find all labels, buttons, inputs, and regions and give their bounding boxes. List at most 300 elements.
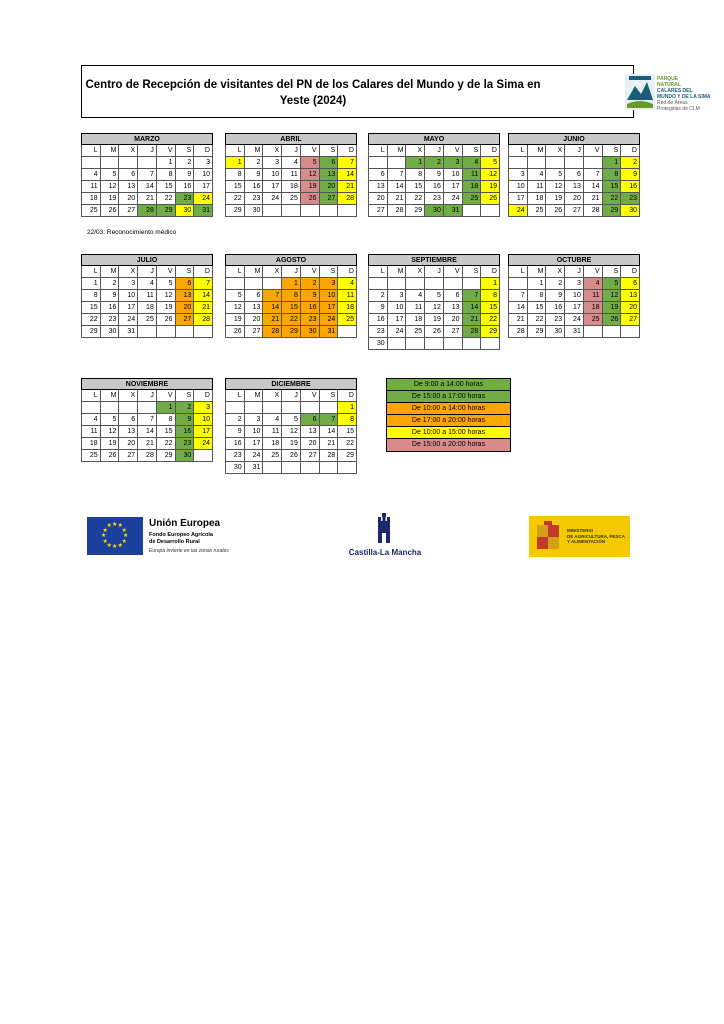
day-cell: 11 <box>584 290 603 302</box>
empty-cell <box>425 278 444 290</box>
empty-cell <box>82 157 101 169</box>
day-cell: 29 <box>481 326 500 338</box>
weekday-header: V <box>301 266 320 278</box>
weekday-header: X <box>546 266 565 278</box>
day-cell: 30 <box>369 338 388 350</box>
day-cell: 21 <box>194 302 213 314</box>
day-cell: 20 <box>320 181 339 193</box>
day-cell: 31 <box>245 462 264 474</box>
day-grid <box>508 145 640 217</box>
weekday-header: D <box>338 266 357 278</box>
logo-line3: CALARES DEL <box>657 88 693 94</box>
day-cell: 18 <box>82 193 101 205</box>
day-cell: 15 <box>157 181 176 193</box>
day-cell: 26 <box>282 450 301 462</box>
day-cell: 19 <box>301 181 320 193</box>
day-cell: 10 <box>320 290 339 302</box>
day-cell: 17 <box>509 193 528 205</box>
empty-cell <box>138 326 157 338</box>
weekday-header: D <box>481 145 500 157</box>
month-marzo <box>81 133 213 217</box>
weekday-header: L <box>226 266 245 278</box>
day-cell: 24 <box>245 450 264 462</box>
ministry-line2: DE AGRICULTURA, PESCA <box>567 533 626 539</box>
eu-flag-icon <box>87 517 143 555</box>
day-cell: 5 <box>157 278 176 290</box>
day-cell: 9 <box>546 290 565 302</box>
empty-cell <box>621 326 640 338</box>
day-cell: 25 <box>338 314 357 326</box>
empty-cell <box>301 205 320 217</box>
weekday-header: V <box>444 145 463 157</box>
clm-name: Castilla-La Mancha <box>348 548 422 557</box>
empty-cell <box>282 462 301 474</box>
day-cell: 21 <box>320 438 339 450</box>
day-cell: 6 <box>245 290 264 302</box>
day-cell: 13 <box>119 181 138 193</box>
day-cell: 28 <box>338 193 357 205</box>
day-cell: 7 <box>194 278 213 290</box>
day-cell: 27 <box>621 314 640 326</box>
day-cell: 23 <box>176 438 195 450</box>
day-cell: 14 <box>194 290 213 302</box>
day-cell: 1 <box>528 278 547 290</box>
day-cell: 6 <box>565 169 584 181</box>
day-cell: 11 <box>463 169 482 181</box>
empty-cell <box>138 157 157 169</box>
empty-cell <box>226 278 245 290</box>
day-cell: 31 <box>119 326 138 338</box>
logo-line4: MUNDO Y DE LA SIMA <box>657 94 711 100</box>
star-icon: ★ <box>102 527 108 534</box>
day-cell: 29 <box>603 205 622 217</box>
star-icon: ★ <box>121 538 127 545</box>
day-cell: 16 <box>369 314 388 326</box>
weekday-header: S <box>603 145 622 157</box>
day-cell: 3 <box>245 414 264 426</box>
star-icon: ★ <box>106 523 112 530</box>
day-cell: 11 <box>528 181 547 193</box>
day-cell: 16 <box>425 181 444 193</box>
day-cell: 18 <box>263 438 282 450</box>
weekday-header: D <box>338 390 357 402</box>
day-cell: 6 <box>301 414 320 426</box>
day-cell: 3 <box>194 157 213 169</box>
day-cell: 10 <box>444 169 463 181</box>
weekday-header: L <box>226 145 245 157</box>
day-cell: 2 <box>546 278 565 290</box>
month-title: MAYO <box>368 133 500 145</box>
empty-cell <box>138 402 157 414</box>
weekday-header: X <box>546 145 565 157</box>
empty-cell <box>481 205 500 217</box>
day-cell: 12 <box>157 290 176 302</box>
day-cell: 20 <box>245 314 264 326</box>
weekday-header: S <box>320 145 339 157</box>
day-cell: 15 <box>157 426 176 438</box>
legend-item: De 17:00 a 20:00 horas <box>387 415 510 427</box>
day-cell: 11 <box>82 426 101 438</box>
day-cell: 6 <box>369 169 388 181</box>
weekday-header: X <box>263 390 282 402</box>
day-cell: 29 <box>338 450 357 462</box>
day-cell: 17 <box>119 302 138 314</box>
weekday-header: X <box>119 266 138 278</box>
month-abril <box>225 133 357 217</box>
day-cell: 7 <box>320 414 339 426</box>
day-cell: 9 <box>245 169 264 181</box>
day-cell: 14 <box>138 426 157 438</box>
weekday-header: S <box>603 266 622 278</box>
empty-cell <box>320 205 339 217</box>
day-cell: 2 <box>226 414 245 426</box>
day-grid <box>508 266 640 338</box>
day-cell: 29 <box>157 205 176 217</box>
day-cell: 4 <box>282 157 301 169</box>
empty-cell <box>320 462 339 474</box>
day-cell: 16 <box>621 181 640 193</box>
day-cell: 16 <box>226 438 245 450</box>
day-cell: 15 <box>603 181 622 193</box>
day-cell: 8 <box>528 290 547 302</box>
weekday-header: M <box>101 390 120 402</box>
day-cell: 19 <box>101 438 120 450</box>
empty-cell <box>463 205 482 217</box>
day-cell: 16 <box>546 302 565 314</box>
day-cell: 12 <box>226 302 245 314</box>
day-cell: 16 <box>176 426 195 438</box>
weekday-header: S <box>320 390 339 402</box>
day-cell: 8 <box>282 290 301 302</box>
day-cell: 26 <box>157 314 176 326</box>
star-icon: ★ <box>121 527 127 534</box>
day-cell: 14 <box>584 181 603 193</box>
day-cell: 6 <box>119 169 138 181</box>
day-cell: 30 <box>621 205 640 217</box>
empty-cell <box>301 402 320 414</box>
medical-note: 22/03: Reconocimiento médico <box>87 229 177 236</box>
day-cell: 17 <box>320 302 339 314</box>
day-cell: 22 <box>82 314 101 326</box>
day-cell: 30 <box>546 326 565 338</box>
day-cell: 19 <box>282 438 301 450</box>
day-cell: 1 <box>82 278 101 290</box>
empty-cell <box>263 462 282 474</box>
day-cell: 20 <box>176 302 195 314</box>
day-cell: 30 <box>301 326 320 338</box>
day-cell: 21 <box>263 314 282 326</box>
empty-cell <box>301 462 320 474</box>
day-cell: 12 <box>301 169 320 181</box>
day-cell: 8 <box>603 169 622 181</box>
day-cell: 20 <box>369 193 388 205</box>
month-julio <box>81 254 213 338</box>
day-cell: 28 <box>320 450 339 462</box>
day-cell: 23 <box>546 314 565 326</box>
ministry-logo-block <box>529 516 630 557</box>
empty-cell <box>388 278 407 290</box>
day-cell: 23 <box>226 450 245 462</box>
weekday-header: D <box>621 145 640 157</box>
day-cell: 17 <box>194 181 213 193</box>
day-cell: 12 <box>481 169 500 181</box>
day-cell: 11 <box>338 290 357 302</box>
day-cell: 16 <box>301 302 320 314</box>
weekday-header: M <box>245 266 264 278</box>
empty-cell <box>444 338 463 350</box>
day-cell: 10 <box>565 290 584 302</box>
day-cell: 25 <box>82 205 101 217</box>
month-octubre <box>508 254 640 338</box>
day-cell: 13 <box>119 426 138 438</box>
day-cell: 4 <box>584 278 603 290</box>
day-cell: 21 <box>584 193 603 205</box>
weekday-header: V <box>157 145 176 157</box>
day-grid <box>225 390 357 474</box>
day-cell: 25 <box>528 205 547 217</box>
weekday-header: V <box>157 390 176 402</box>
weekday-header: D <box>481 266 500 278</box>
day-cell: 20 <box>621 302 640 314</box>
day-cell: 27 <box>444 326 463 338</box>
day-cell: 5 <box>546 169 565 181</box>
day-cell: 3 <box>444 157 463 169</box>
day-cell: 1 <box>406 157 425 169</box>
day-cell: 3 <box>263 157 282 169</box>
day-cell: 30 <box>245 205 264 217</box>
day-cell: 13 <box>621 290 640 302</box>
day-cell: 24 <box>194 438 213 450</box>
star-icon: ★ <box>112 544 118 550</box>
day-cell: 2 <box>176 402 195 414</box>
day-cell: 4 <box>138 278 157 290</box>
empty-cell <box>444 278 463 290</box>
weekday-header: S <box>176 145 195 157</box>
day-cell: 23 <box>245 193 264 205</box>
day-cell: 27 <box>369 205 388 217</box>
day-cell: 20 <box>444 314 463 326</box>
day-cell: 25 <box>282 193 301 205</box>
weekday-header: J <box>565 145 584 157</box>
day-cell: 15 <box>338 426 357 438</box>
day-cell: 3 <box>388 290 407 302</box>
day-cell: 18 <box>338 302 357 314</box>
day-cell: 26 <box>425 326 444 338</box>
day-cell: 12 <box>101 181 120 193</box>
day-cell: 21 <box>509 314 528 326</box>
month-diciembre <box>225 378 357 474</box>
empty-cell <box>338 205 357 217</box>
day-cell: 21 <box>138 193 157 205</box>
day-cell: 15 <box>528 302 547 314</box>
weekday-header: V <box>301 390 320 402</box>
day-cell: 14 <box>338 169 357 181</box>
day-cell: 7 <box>138 169 157 181</box>
day-cell: 12 <box>603 290 622 302</box>
weekday-header: J <box>282 390 301 402</box>
weekday-header: L <box>82 266 101 278</box>
empty-cell <box>463 338 482 350</box>
month-noviembre <box>81 378 213 462</box>
day-cell: 24 <box>565 314 584 326</box>
empty-cell <box>226 402 245 414</box>
day-cell: 12 <box>546 181 565 193</box>
day-cell: 26 <box>101 205 120 217</box>
month-junio <box>508 133 640 217</box>
weekday-header: M <box>388 145 407 157</box>
weekday-header: J <box>425 266 444 278</box>
day-cell: 14 <box>463 302 482 314</box>
day-cell: 16 <box>176 181 195 193</box>
day-cell: 28 <box>584 205 603 217</box>
star-icon: ★ <box>102 538 108 545</box>
day-cell: 18 <box>138 302 157 314</box>
empty-cell <box>546 157 565 169</box>
day-cell: 30 <box>101 326 120 338</box>
empty-cell <box>406 338 425 350</box>
day-cell: 24 <box>320 314 339 326</box>
day-cell: 7 <box>138 414 157 426</box>
day-cell: 17 <box>388 314 407 326</box>
day-cell: 15 <box>226 181 245 193</box>
day-cell: 12 <box>425 302 444 314</box>
empty-cell <box>369 278 388 290</box>
day-cell: 17 <box>565 302 584 314</box>
weekday-header: D <box>194 390 213 402</box>
day-cell: 29 <box>157 450 176 462</box>
day-cell: 27 <box>320 193 339 205</box>
weekday-header: J <box>138 390 157 402</box>
weekday-header: J <box>565 266 584 278</box>
day-cell: 8 <box>226 169 245 181</box>
eu-title: Unión Europea <box>149 518 221 529</box>
day-cell: 7 <box>338 157 357 169</box>
day-cell: 28 <box>194 314 213 326</box>
weekday-header: D <box>194 266 213 278</box>
day-cell: 18 <box>406 314 425 326</box>
day-cell: 29 <box>282 326 301 338</box>
day-cell: 9 <box>101 290 120 302</box>
day-cell: 18 <box>282 181 301 193</box>
weekday-header: M <box>245 390 264 402</box>
logo-line6: Protegidas de CLM <box>657 106 700 112</box>
day-cell: 27 <box>119 205 138 217</box>
day-cell: 5 <box>301 157 320 169</box>
weekday-header: L <box>369 266 388 278</box>
empty-cell <box>101 157 120 169</box>
day-grid <box>368 266 500 350</box>
day-cell: 1 <box>481 278 500 290</box>
day-cell: 8 <box>338 414 357 426</box>
day-cell: 8 <box>406 169 425 181</box>
day-cell: 11 <box>263 426 282 438</box>
day-cell: 24 <box>263 193 282 205</box>
empty-cell <box>320 402 339 414</box>
day-cell: 20 <box>119 438 138 450</box>
day-cell: 1 <box>603 157 622 169</box>
empty-cell <box>245 278 264 290</box>
day-cell: 25 <box>82 450 101 462</box>
empty-cell <box>338 462 357 474</box>
day-cell: 8 <box>82 290 101 302</box>
day-cell: 24 <box>194 193 213 205</box>
weekday-header: V <box>584 145 603 157</box>
day-cell: 5 <box>101 169 120 181</box>
empty-cell <box>338 326 357 338</box>
day-cell: 26 <box>301 193 320 205</box>
day-cell: 22 <box>481 314 500 326</box>
logo-line2: NATURAL <box>657 82 681 88</box>
day-cell: 18 <box>528 193 547 205</box>
day-cell: 28 <box>463 326 482 338</box>
weekday-header: X <box>119 390 138 402</box>
month-title: SEPTIEMBRE <box>368 254 500 266</box>
legend-item: De 15:00 a 17:00 horas <box>387 391 510 403</box>
day-cell: 13 <box>565 181 584 193</box>
empty-cell <box>101 402 120 414</box>
day-cell: 17 <box>263 181 282 193</box>
day-cell: 8 <box>157 169 176 181</box>
eu-logo-block <box>87 517 247 559</box>
empty-cell <box>263 205 282 217</box>
empty-cell <box>194 450 213 462</box>
day-cell: 30 <box>176 450 195 462</box>
day-cell: 29 <box>406 205 425 217</box>
day-cell: 7 <box>509 290 528 302</box>
empty-cell <box>369 157 388 169</box>
empty-cell <box>245 402 264 414</box>
weekday-header: J <box>282 145 301 157</box>
weekday-header: D <box>621 266 640 278</box>
day-cell: 26 <box>546 205 565 217</box>
day-cell: 10 <box>119 290 138 302</box>
empty-cell <box>388 338 407 350</box>
day-cell: 2 <box>425 157 444 169</box>
day-cell: 16 <box>101 302 120 314</box>
page-title: Centro de Recepción de visitantes del PN de los Calares del Mundo y de la Sima en Yeste (2024) <box>85 79 541 107</box>
day-cell: 25 <box>263 450 282 462</box>
empty-cell <box>388 157 407 169</box>
weekday-header: L <box>369 145 388 157</box>
day-cell: 15 <box>481 302 500 314</box>
day-cell: 26 <box>603 314 622 326</box>
month-title: JUNIO <box>508 133 640 145</box>
weekday-header: J <box>138 266 157 278</box>
empty-cell <box>584 326 603 338</box>
day-cell: 14 <box>388 181 407 193</box>
weekday-header: V <box>584 266 603 278</box>
day-cell: 4 <box>82 169 101 181</box>
legend-item: De 9:00 a 14:00 horas <box>387 379 510 391</box>
day-cell: 22 <box>226 193 245 205</box>
empty-cell <box>282 402 301 414</box>
day-cell: 11 <box>406 302 425 314</box>
day-cell: 13 <box>369 181 388 193</box>
weekday-header: X <box>119 145 138 157</box>
day-cell: 6 <box>621 278 640 290</box>
day-cell: 10 <box>509 181 528 193</box>
month-title: DICIEMBRE <box>225 378 357 390</box>
day-cell: 4 <box>463 157 482 169</box>
day-cell: 22 <box>157 193 176 205</box>
day-cell: 22 <box>406 193 425 205</box>
weekday-header: V <box>301 145 320 157</box>
star-icon: ★ <box>117 542 123 549</box>
day-cell: 30 <box>425 205 444 217</box>
day-cell: 2 <box>621 157 640 169</box>
day-cell: 12 <box>101 426 120 438</box>
weekday-header: X <box>406 266 425 278</box>
